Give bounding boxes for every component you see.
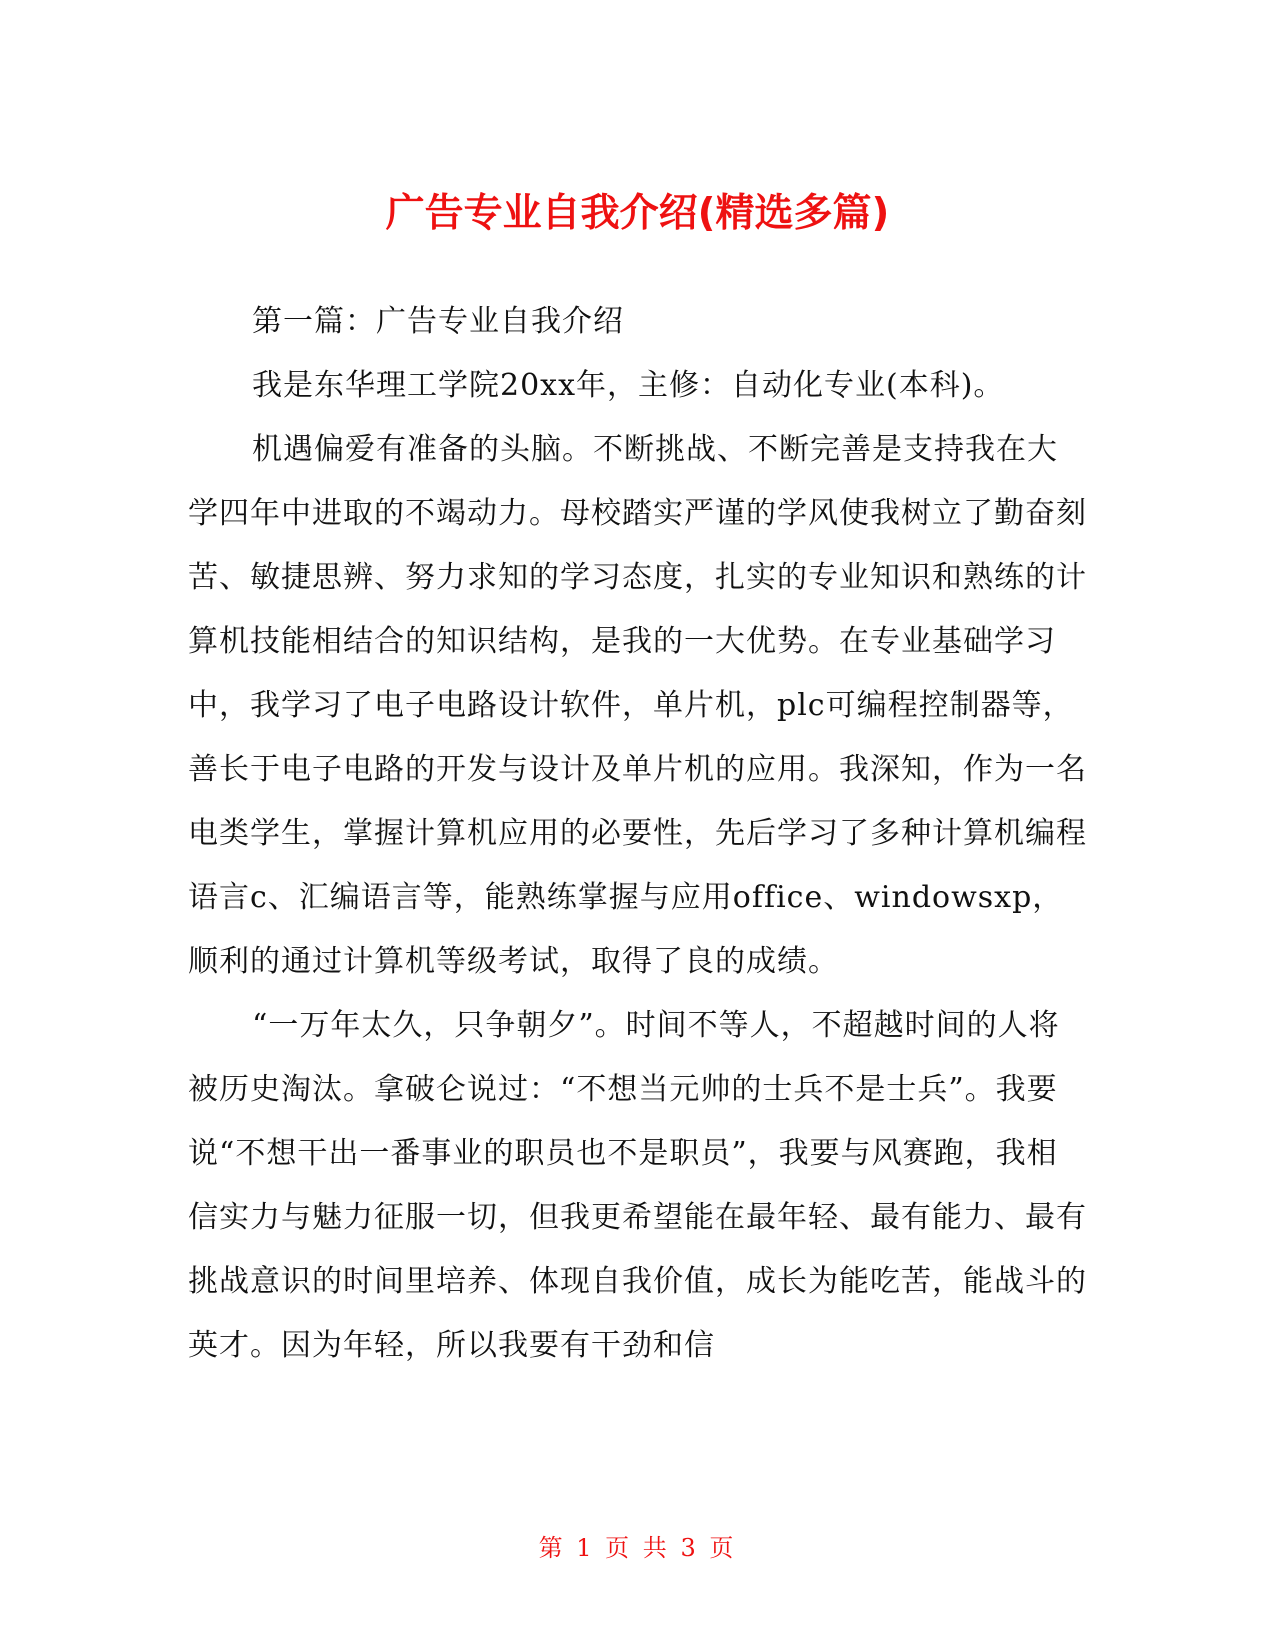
paragraph-ambition: “一万年太久，只争朝夕”。时间不等人，不超越时间的人将被历史淘汰。拿破仑说过：“不想当元帅的士兵不是士兵”。我要说“不想干出一番事业的职员也不是职员”，我要与风赛跑，我相信实力与魅力征服一切，但我更希望能在最年轻、最有能力、最有挑战意识的时间里培养、体现自我价值，成长为能吃苦，能战斗的英才。因为年轻，所以我要有干劲和信 [188, 1008, 1087, 1363]
document-title: 广告专业自我介绍(精选多篇) [385, 191, 890, 237]
paragraph-skills: 机遇偏爱有准备的头脑。不断挑战、不断完善是支持我在大学四年中进取的不竭动力。母校踏实严谨的学风使我树立了勤奋刻苦、敏捷思辨、努力求知的学习态度，扎实的专业知识和熟练的计算机技能相结合的知识结构，是我的一大优势。在专业基础学习中，我学习了电子电路设计软件，单片机，plc可编程控制器等，善长于电子电路的开发与设计及单片机的应用。我深知，作为一名电类学生，掌握计算机应用的必要性，先后学习了多种计算机编程语言c、汇编语言等，能熟练掌握与应用office、windowsxp，顺利的通过计算机等级考试，取得了良的成绩。 [188, 432, 1087, 979]
paragraph-intro: 我是东华理工学院20xx年，主修：自动化专业(本科)。 [252, 368, 1005, 403]
section-heading: 第一篇：广告专业自我介绍 [252, 304, 624, 339]
page-number-footer: 第 1 页 共 3 页 [538, 1534, 737, 1562]
document-body [188, 290, 1088, 1378]
